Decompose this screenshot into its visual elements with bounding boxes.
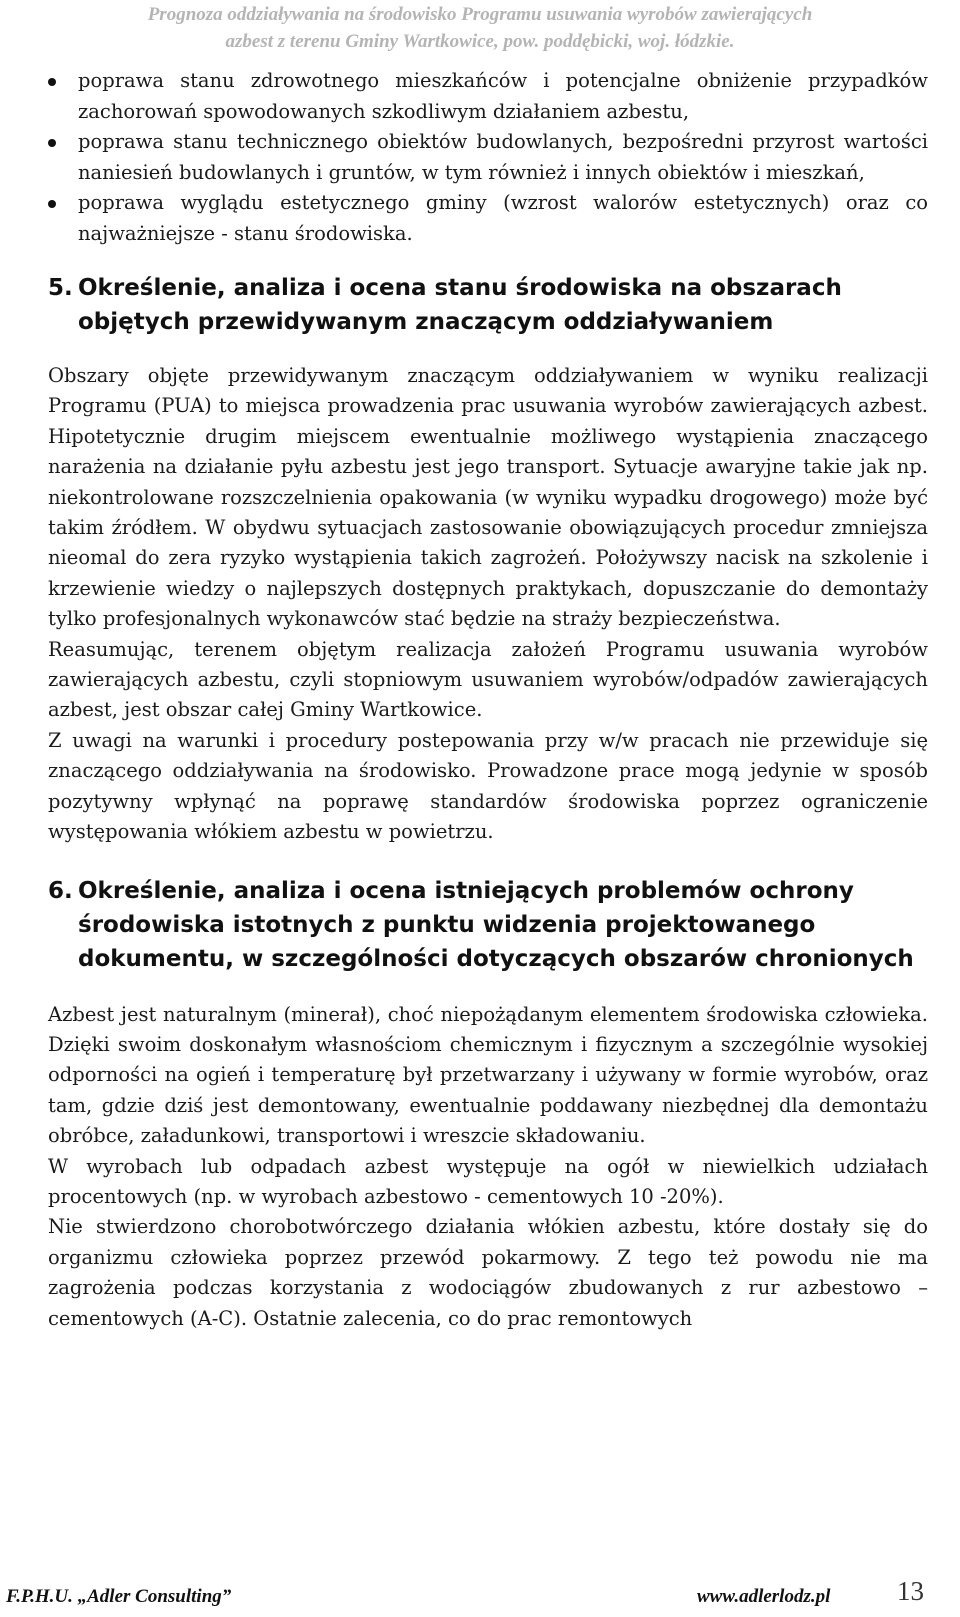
benefits-bullet-list xyxy=(48,66,928,249)
running-header xyxy=(0,0,960,55)
section-6-paragraph: W wyrobach lub odpadach azbest występuje na ogół w niewielkich udziałach procentowych (np. w wyrobach azbestowo - cementowych 10 -20%). xyxy=(48,1154,928,1208)
section-5-paragraph: Obszary objęte przewidywanym znaczącym oddziaływaniem w wyniku realizacji Programu (PUA) to miejsca prowadzenia prac usuwania wyrobów zawierających azbest. Hipotetycznie drugim miejscem ewentualnie możliwego wystąpienia znaczącego narażenia na działanie pyłu azbestu jest jego transport. Sytuacje awaryjne takie jak np. niekontrolowane rozszczelnienia opakowania (w wyniku wypadku drogowego) może być takim źródłem. W obydwu sytuacjach zastosowanie obowiązujących procedur zmniejsza nieomal do zera ryzyko wystąpienia takich zagrożeń. Położywszy nacisk na szkolenie i krzewienie wiedzy o najlepszych dostępnych praktykach, dopuszczanie do demontaży tylko profesjonalnych wykonawców stać będzie na straży bezpieczeństwa. xyxy=(48,364,928,631)
section-6-title: Określenie, analiza i ocena istniejących problemów ochrony środowiska istotnych z punktu widzenia projektowanego dokumentu, w szczególności dotyczących obszarów chronionych xyxy=(78,877,914,972)
bullet-dot-icon xyxy=(48,78,56,86)
running-header-line-2: azbest z terenu Gminy Wartkowice, pow. poddębicki, woj. łódzkie. xyxy=(225,31,735,52)
section-5-heading xyxy=(48,271,928,339)
section-6-paragraph: Nie stwierdzono chorobotwórczego działania włókien azbestu, które dostały się do organizmu człowieka poprzez przewód pokarmowy. Z tego też powodu nie ma zagrożenia podczas korzystania z wodociągów zbudowanych z rur azbestowo – cementowych (A-C). Ostatnie zalecenia, co do prac remontowych xyxy=(48,1215,928,1330)
section-5-paragraph: Reasumując, terenem objętym realizacja założeń Programu usuwania wyrobów zawierających azbestu, czyli stopniowym usuwaniem wyrobów/odpadów zawierających azbest, jest obszar całej Gminy Wartkowice. xyxy=(48,637,928,722)
bullet-dot-icon xyxy=(48,139,56,147)
page-footer xyxy=(0,1574,960,1610)
footer-company: F.P.H.U. „Adler Consulting” xyxy=(6,1586,232,1607)
page-number: 13 xyxy=(897,1576,924,1606)
section-6-heading xyxy=(48,874,928,976)
bullet-text: poprawa stanu zdrowotnego mieszkańców i potencjalne obniżenie przypadków zachorowań spowodowanych szkodliwym działaniem azbestu, xyxy=(78,69,928,123)
bullet-item xyxy=(48,127,928,188)
footer-website-link[interactable]: www.adlerlodz.pl xyxy=(697,1586,831,1607)
running-header-line-1: Prognoza oddziaływania na środowisko Programu usuwania wyrobów zawierających xyxy=(147,4,813,25)
bullet-item xyxy=(48,188,928,249)
section-5-title: Określenie, analiza i ocena stanu środowiska na obszarach objętych przewidywanym znaczącym oddziaływaniem xyxy=(78,275,842,335)
section-6-number: 6. xyxy=(48,877,73,904)
section-5-number: 5. xyxy=(48,275,73,301)
section-5-paragraph: Z uwagi na warunki i procedury postepowania przy w/w pracach nie przewiduje się znaczącego oddziaływania na środowisko. Prowadzone prace mogą jedynie w sposób pozytywny wpłynąć na poprawę standardów środowiska poprzez ograniczenie występowania włókiem azbestu w powietrzu. xyxy=(48,728,928,844)
document-body xyxy=(48,66,928,1334)
bullet-text: poprawa stanu technicznego obiektów budowlanych, bezpośredni przyrost wartości naniesień budowlanych i gruntów, w tym również i innych obiektów i mieszkań, xyxy=(78,130,928,184)
bullet-text: poprawa wyglądu estetycznego gminy (wzrost walorów estetycznych) oraz co najważniejsze - stanu środowiska. xyxy=(78,191,928,245)
section-6-paragraph: Azbest jest naturalnym (minerał), choć niepożądanym elementem środowiska człowieka. Dzięki swoim doskonałym własnościom chemicznym i fizycznym a szczególnie wysokiej odporności na ogień i temperaturę był przetwarzany i używany w formie wyrobów, oraz tam, gdzie dziś jest demontowany, ewentualnie poddawany niezbędnej dla demontażu obróbce, załadunkowi, transportowi i wreszcie składowaniu. xyxy=(48,1002,928,1148)
section-5-body xyxy=(48,361,928,848)
section-6-body xyxy=(48,1000,928,1334)
bullet-item xyxy=(48,66,928,127)
bullet-dot-icon xyxy=(48,200,56,208)
